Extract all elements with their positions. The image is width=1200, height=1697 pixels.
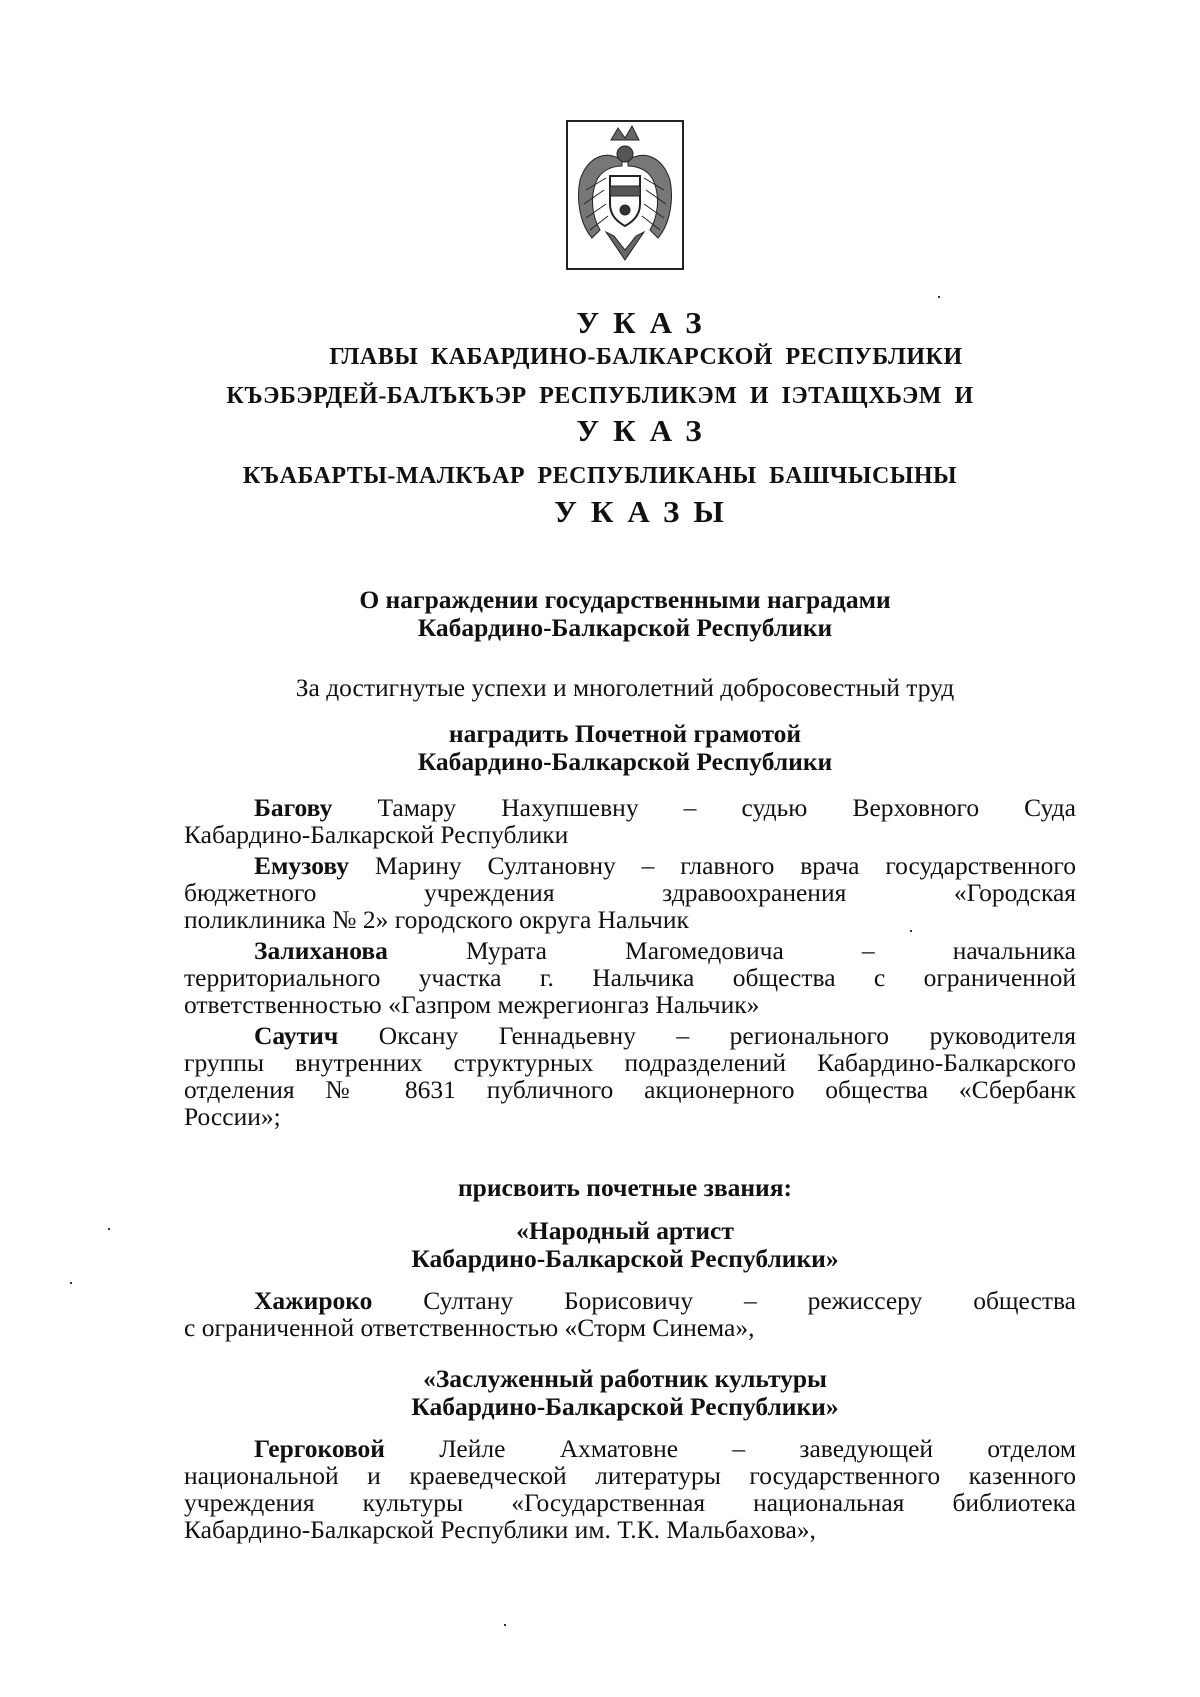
awardee-description-cont: учреждения культуры «Государственная национальная библиотека xyxy=(184,1488,1076,1517)
honorary-title-1-line1: «Народный артист xyxy=(516,1216,734,1245)
decree-heading-kabardian: УКАЗ xyxy=(576,413,716,448)
awardee-description-cont: бюджетного учреждения здравоохранения «Городская xyxy=(184,878,1076,907)
decree-title xyxy=(0,586,1200,642)
awardee-description-cont: с ограниченной ответственностью «Сторм Синема», xyxy=(184,1313,755,1342)
awardee-description: Марину Султановну – главного врача государственного xyxy=(349,851,1076,880)
decree-heading: УКАЗ xyxy=(576,305,716,340)
awardee-entry xyxy=(184,1022,1076,1130)
authority-line-balkar: КЪАБАРТЫ-МАЛКЪАР РЕСПУБЛИКАНЫ БАШЧЫСЫНЫ xyxy=(242,463,958,489)
section2-heading: присвоить почетные звания: xyxy=(457,1173,793,1202)
awardee-description: Султану Борисовичу – режиссеру общества xyxy=(372,1286,1076,1315)
scan-speck xyxy=(910,930,912,932)
awardee-entry xyxy=(184,1435,1076,1543)
authority-line-russian: ГЛАВЫ КАБАРДИНО-БАЛКАРСКОЙ РЕСПУБЛИКИ xyxy=(329,344,963,370)
awardee-name: Хажироко xyxy=(254,1286,373,1315)
scan-speck xyxy=(108,1228,110,1230)
decree-heading-balkar: УКАЗЫ xyxy=(554,494,738,529)
scan-speck xyxy=(504,1624,506,1626)
honorary-title-1-line2: Кабардино-Балкарской Республики» xyxy=(411,1244,839,1273)
awardee-description-cont: ответственностью «Газпром межрегионгаз Нальчик» xyxy=(184,990,760,1019)
awardee-entry xyxy=(184,937,1076,1018)
authority-line-kabardian: КЪЭБЭРДЕЙ-БАЛЪКЪЭР РЕСПУБЛИКЭМ И IЭТАЩХЬЭМ И xyxy=(226,383,974,409)
section1-heading xyxy=(0,720,1200,776)
section1-heading-line2: Кабардино-Балкарской Республики xyxy=(417,747,833,776)
awardee-description-cont: России»; xyxy=(184,1102,281,1131)
preamble: За достигнутые успехи и многолетний добросовестный труд xyxy=(295,673,955,702)
decree-title-line2: Кабардино-Балкарской Республики xyxy=(417,613,833,642)
awardee-name: Гергоковой xyxy=(254,1434,385,1463)
awardee-entry xyxy=(184,852,1076,933)
awardee-description-cont: территориального участка г. Нальчика общества с ограниченной xyxy=(184,963,1076,992)
awardee-description-cont: отделения № 8631 публичного акционерного общества «Сбербанк xyxy=(184,1075,1076,1104)
honorary-title-2 xyxy=(0,1365,1200,1421)
scan-speck xyxy=(938,296,940,298)
honorary-title-2-line1: «Заслуженный работник культуры xyxy=(423,1364,827,1393)
coat-of-arms-emblem xyxy=(566,120,684,270)
awardee-description: Оксану Геннадьевну – регионального руководителя xyxy=(338,1021,1076,1050)
section1-heading-line1: наградить Почетной грамотой xyxy=(448,719,802,748)
awardee-entry xyxy=(184,794,1076,848)
awardee-description-cont: поликлиника № 2» городского округа Нальчик xyxy=(184,905,689,934)
awardee-description: Мурата Магомедовича – начальника xyxy=(387,936,1076,965)
awardee-description-cont: группы внутренних структурных подразделений Кабардино-Балкарского xyxy=(184,1048,1076,1077)
awardee-description: Тамару Нахупшевну – судью Верховного Суда xyxy=(332,793,1076,822)
awardee-description-cont: Кабардино-Балкарской Республики им. Т.К. Мальбахова», xyxy=(184,1515,816,1544)
decree-title-line1: О награждении государственными наградами xyxy=(359,585,891,614)
awardee-description-cont: национальной и краеведческой литературы государственного казенного xyxy=(184,1461,1076,1490)
awardee-description: Лейле Ахматовне – заведующей отделом xyxy=(385,1434,1076,1463)
honorary-title-2-line2: Кабардино-Балкарской Республики» xyxy=(411,1392,839,1421)
awardee-description-cont: Кабардино-Балкарской Республики xyxy=(184,820,569,849)
awardee-entry xyxy=(184,1287,1076,1341)
awardee-name: Саутич xyxy=(254,1021,339,1050)
awardee-name: Емузову xyxy=(254,851,349,880)
honorary-title-1 xyxy=(0,1217,1200,1273)
awardee-name: Багову xyxy=(254,793,333,822)
awardee-name: Залиханова xyxy=(254,936,388,965)
scan-speck xyxy=(70,1282,72,1284)
